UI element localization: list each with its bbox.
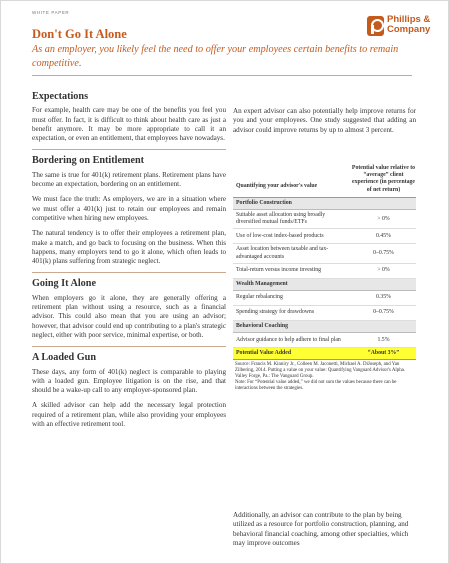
logo-text <box>387 15 430 35</box>
table-header-col2: Potential value relative to “average” client experience (in percentage of net return) <box>351 165 416 193</box>
row-label: Regular rebalancing <box>236 294 283 301</box>
divider <box>32 272 226 273</box>
row-value: 0–0.75% <box>373 309 394 316</box>
heading-loaded-gun: A Loaded Gun <box>32 352 96 364</box>
heading-going-alone: Going It Alone <box>32 278 96 290</box>
row-label: Suitable asset allocation using broadly diversified mutual funds/ETFs <box>236 212 326 226</box>
expectations-body: For example, health care may be one of the benefits you feel you must offer. In fact, it is difficult to think about health care as just a benefit anymore. It may be more appropriate to call it an expectation, or even an entitlement, that employees have nowadays. <box>32 106 226 143</box>
table-section-title: Behavioral Coaching <box>233 321 416 333</box>
bordering-paragraph-3: The natural tendency is to offer their employees a retirement plan, make a match, and go back to focusing on the business. When this happens, many employers tend to go it alone, which often leads to 401(k) plans suffering from strategic neglect. <box>32 229 226 266</box>
bordering-paragraph-1: The same is true for 401(k) retirement plans. Retirement plans have become an expectation, bordering on an entitlement. <box>32 170 226 189</box>
table-row <box>233 291 416 306</box>
logo-line-1: Phillips & <box>387 14 431 25</box>
row-label: Advisor guidance to help adhere to final plan <box>236 336 341 343</box>
right-intro <box>233 107 416 135</box>
table-row <box>233 244 416 263</box>
row-value: 0.45% <box>376 232 391 239</box>
potential-value-total-row <box>233 348 416 360</box>
total-value: “About 3%” <box>367 350 400 357</box>
table-source: Source: Francis M. Kinniry Jr., Colleen M. Jaconetti, Michael A. DiJoseph, and Yan Zilbering, 2014. Putting a value on your value: Quantifying Vanguard Advisor's Alpha. Valley Forge, Pa.: The Vanguard Group. <box>235 362 406 380</box>
row-value: 0.35% <box>376 294 391 301</box>
row-label: Asset location between taxable and tax-advantaged accounts <box>236 246 329 260</box>
heading-expectations: Expectations <box>32 91 89 102</box>
table-note: Note: For “Potential value added,” we did not sum the values because there can be interactions between the strategies. <box>235 380 397 392</box>
table-header-col1: Quantifying your advisor's value <box>236 183 318 189</box>
total-label: Potential Value Added <box>236 350 292 357</box>
logo-mark-icon <box>367 16 384 36</box>
row-value: 1.5% <box>377 336 390 343</box>
page-subtitle: As an employer, you likely feel the need to offer your employees certain benefits to remain competitive. <box>32 44 399 69</box>
right-intro-text: An expert advisor can also potentially help improve returns for you and your employees. One study suggested that adding an advisor could improve returns by up to almost 3 percent. <box>233 107 416 134</box>
row-value: 0–0.75% <box>373 250 394 257</box>
table-row <box>233 229 416 244</box>
company-logo <box>367 13 441 39</box>
bordering-paragraph-2: We must face the truth: As employers, we are in a situation where we must offer a 401(k) just to retain our employees and remain competitive when hiring new employees. <box>32 195 226 222</box>
closing-paragraph: Additionally, an advisor can contribute to the plan by being utilized as a resource for portfolio construction, planning, and behavioral financial coaching, among other specialties, which may improve outcomes <box>233 511 409 547</box>
divider <box>32 346 226 347</box>
divider <box>32 149 226 150</box>
left-column <box>32 92 226 429</box>
loaded-gun-paragraph-1: These days, any form of 401(k) neglect is comparable to playing with a loaded gun. Employee litigation is on the rise, and that should be a wake-up call to any employer-sponsored plan. <box>32 367 226 395</box>
table-row <box>233 306 416 321</box>
table-section-title: Wealth Management <box>233 279 416 291</box>
heading-bordering: Bordering on Entitlement <box>32 155 145 167</box>
table-row <box>233 210 416 229</box>
table-header <box>233 165 416 198</box>
table-section-title: Portfolio Construction <box>233 198 416 210</box>
eyebrow-label: WHITE PAPER <box>32 10 70 15</box>
title-divider <box>32 75 412 76</box>
logo-line-2: Company <box>387 24 431 35</box>
row-label: Spending strategy for drawdowns <box>236 309 315 316</box>
row-value: > 0% <box>377 215 390 222</box>
loaded-gun-paragraph-2: A skilled advisor can help add the necessary legal protection required of a retirement plan, while also providing your employees with an effective retirement tool. <box>32 401 226 429</box>
row-value: > 0% <box>377 267 390 274</box>
table-row <box>233 333 416 348</box>
row-label: Total-return versus income investing <box>236 267 322 274</box>
advisor-value-table <box>233 165 416 392</box>
page-title: Don't Go It Alone <box>32 27 127 41</box>
table-row <box>233 264 416 279</box>
row-label: Use of low-cost index-based products <box>236 232 324 239</box>
going-alone-body: When employers go it alone, they are generally offering a retirement plan without using a resource, such as a financial advisor. This could also mean that you are using an advisor; however, that advisor could end up contributing to a plan's strategic neglect, either with poor service, minimal expertise, or both. <box>32 293 226 339</box>
